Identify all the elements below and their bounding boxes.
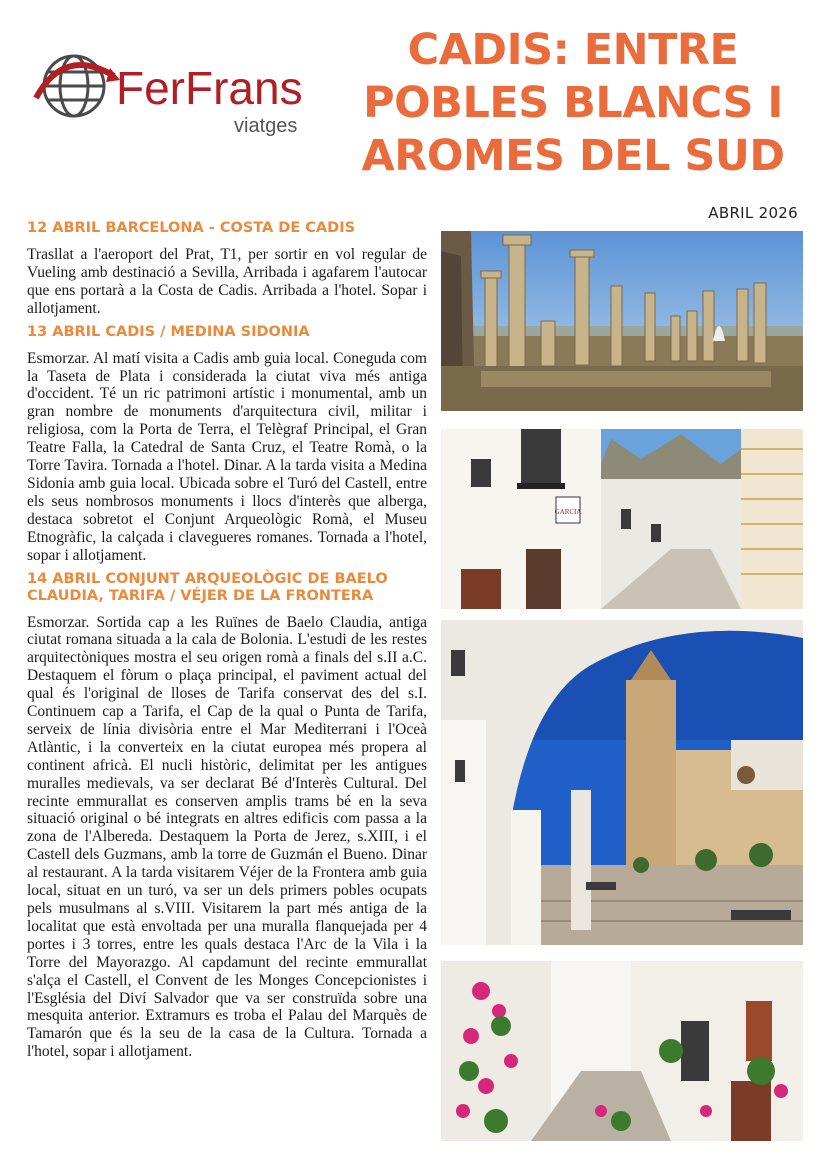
sign-text: GARCIA bbox=[554, 508, 582, 516]
flower-alley-photo bbox=[441, 961, 803, 1141]
itinerary-day bbox=[27, 571, 427, 1062]
trip-date: ABRIL 2026 bbox=[708, 204, 798, 222]
page-title bbox=[338, 24, 808, 183]
church-plaza-photo bbox=[441, 620, 803, 945]
brand-subtitle: viatges bbox=[234, 115, 298, 137]
itinerary-day bbox=[27, 220, 427, 318]
day-heading: 13 ABRIL CADIS / MEDINA SIDONIA bbox=[27, 323, 310, 340]
title-line: AROMES DEL SUD bbox=[361, 131, 785, 181]
day-description: Trasllat a l'aeroport del Prat, T1, per sortir en vol regular de Vueling amb destinació a Sevilla, Arribada i agafarem l'autocar que ens portarà a la Costa de Cadis. Arribada a l'hotel. Sopar i allotjament. bbox=[27, 246, 427, 317]
brand-name: FerFrans bbox=[116, 62, 303, 114]
itinerary bbox=[27, 220, 427, 1067]
day-heading: 12 ABRIL BARCELONA - COSTA DE CADIS bbox=[27, 220, 356, 236]
day-heading: 14 ABRIL CONJUNT ARQUEOLÒGIC DE BAELO CLAUDIA, TARIFA / VÉJER DE LA FRONTERA bbox=[27, 570, 388, 604]
day-description: Esmorzar. Al matí visita a Cadis amb guia local. Coneguda com la Taseta de Plata i considerada la ciutat viva més antiga d'occident. Té un ric patrimoni artístic i monumental, amb un gran nombre de monuments d'arquitectura civil, militar i religiosa, com la Porta de Terra, el Telègraf Principal, el Gran Teatre Falla, la Catedral de Santa Cruz, el Teatre Romà, o la Torre Tavira. Tornada a l'hotel. Dinar. A la tarda visita a Medina Sidonia amb guia local. Ubicada sobre el Turó del Castell, entre els seus nombrosos monuments i llocs d'interès que alberga, destaca sobretot el Conjunt Arqueològic Romà, el Museu Etnogràfic, la calçada i clavegueres romanes. Tornada a l'hotel, sopar i allotjament. bbox=[27, 349, 427, 564]
title-line: CADIS: ENTRE bbox=[407, 25, 739, 75]
itinerary-day bbox=[27, 324, 427, 565]
white-village-street-photo bbox=[441, 429, 803, 609]
roman-ruins-photo bbox=[441, 231, 803, 411]
day-description: Esmorzar. Sortida cap a les Ruïnes de Baelo Claudia, antiga ciutat romana situada a la cala de Bolonia. L'estudi de les restes arquitectòniques mostra el seu origen romà a finals del s.II a.C. Destaquem el fòrum o plaça principal, el paviment actual del qual és l'original de lloses de Tarifa conservat des del s.I. Continuem cap a Tarifa, el Cap de la qual o Punta de Tarifa, serveix de línia divisòria entre el Mar Mediterrani i l'Oceà Atlàntic, i la converteix en la ciutat europea més propera al continent africà. El nucli històric, delimitat per les antigues muralles medievals, va ser declarat Bé d'Interès Cultural. Del recinte emmurallat es conserven amplis trams bé en la seva situació original o bé integrats en altres edificis com passa a la zona de l'Albereda. Destaquem la Porta de Jerez, s.XIII, i el Castell dels Guzmans, amb la torre de Guzmán el Bueno. Dinar al restaurant. A la tarda visitarem Véjer de la Frontera amb guia local, situat en un turó, va ser un dels primers pobles ocupats pels musulmans al s.VIII. Visitarem la part més antiga de la localitat que està envoltada per una muralla flanquejada per 4 portes i 3 torres, entre les quals destaca l'Arc de la Vila i la Torre del Mayorazgo. Al capdamunt del recinte emmurallat s'alça el Castell, el Convent de les Monges Concepcionistes i l'Església del Diví Salvador que va ser construïda sobre una mesquita anterior. Extramurs es troba el Palau del Marquès de Tamarón que és la seu de la casa de la Cultura. Tornada a l'hotel, sopar i allotjament. bbox=[27, 613, 427, 1061]
title-line: POBLES BLANCS I bbox=[363, 78, 783, 128]
globe-logo-icon bbox=[32, 52, 332, 142]
logo bbox=[32, 52, 332, 142]
